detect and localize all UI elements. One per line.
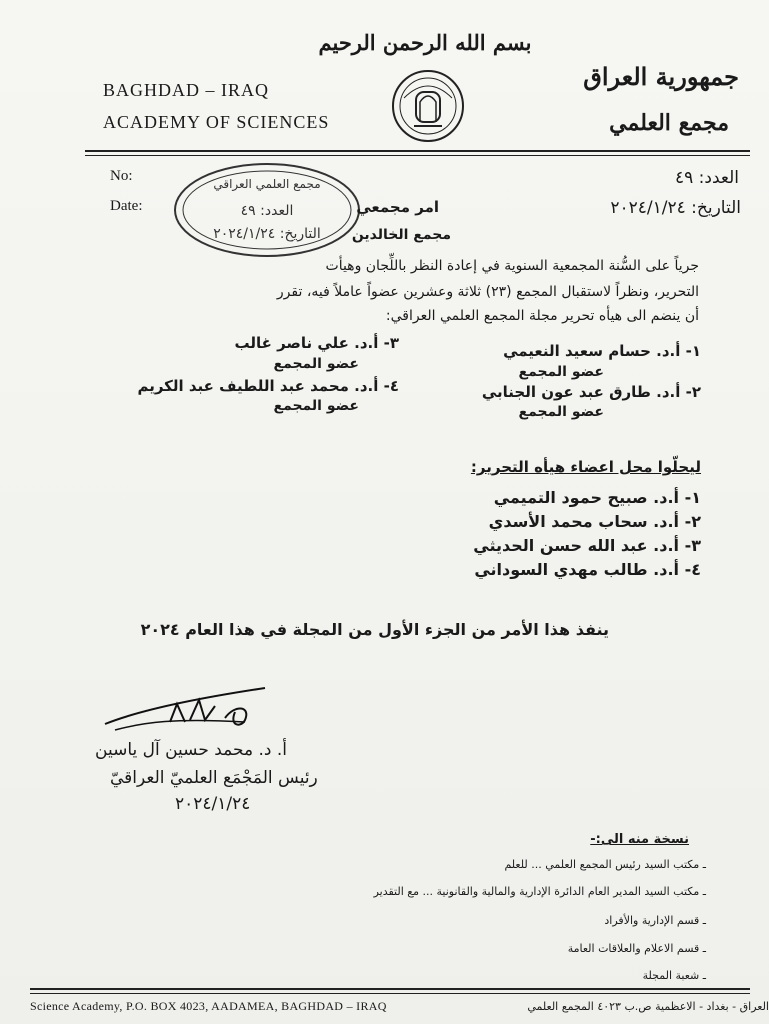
copy-recipient: ـ مكتب السيد رئيس المجمع العلمي ... للعلم — [504, 858, 706, 871]
member-name: ١- أ.د. حسام سعيد النعيمي — [503, 342, 701, 360]
date-label-en: Date: — [110, 198, 143, 214]
member-name: ٤- أ.د. محمد عبد اللطيف عبد الكريم — [137, 377, 399, 395]
order-title: امر مجمعي — [356, 198, 439, 216]
member-name: ٣- أ.د. علي ناصر غالب — [234, 334, 399, 352]
copies-heading: نسخة منه الى:- — [590, 832, 689, 847]
council-name: مجمع الخالدين — [351, 227, 451, 243]
body-paragraph-1: جرياً على السُّنة المجمعية السنوية في إعادة النظر باللِّجان وهيأت — [325, 258, 699, 274]
replaced-member: ٣- أ.د. عبد الله حسن الحديثي — [473, 536, 701, 555]
document-number-ar: العدد: ٤٩ — [675, 168, 739, 188]
official-stamp — [172, 160, 362, 260]
academy-logo-icon — [390, 68, 466, 144]
basmala: بسم الله الرحمن الرحيم — [318, 30, 532, 55]
number-label-en: No: — [110, 168, 133, 184]
replaced-member: ١- أ.د. صبيح حمود التميمي — [493, 488, 701, 507]
execution-note: ينفذ هذا الأمر من الجزء الأول من المجلة في هذا العام ٢٠٢٤ — [140, 620, 609, 639]
member-role: عضو المجمع — [518, 404, 604, 420]
letterhead-academy-en: ACADEMY OF SCIENCES — [103, 112, 330, 132]
president-title: رئيس المَجْمَع العلميّ العراقيّ — [110, 768, 318, 788]
document-date-ar: التاريخ: ٢٠٢٤/١/٢٤ — [610, 198, 741, 218]
body-paragraph-3: أن ينضم الى هيأه تحرير مجلة المجمع العلمي العراقي: — [385, 308, 699, 324]
copy-recipient: ـ مكتب السيد المدير العام الدائرة الإدارية والمالية والقانونية ... مع التقدير — [373, 885, 706, 898]
stamp-date: التاريخ: ٢٠٢٤/١/٢٤ — [213, 226, 321, 242]
header-rule — [85, 150, 750, 152]
replace-heading: ليحلّوا محل اعضاء هيأه التحرير: — [470, 458, 701, 476]
footer-address-en: Science Academy, P.O. BOX 4023, AADAMEA, BAGHDAD – IRAQ — [30, 999, 387, 1013]
letterhead-city-en: BAGHDAD – IRAQ — [103, 80, 269, 100]
stamp-title: مجمع العلمي العراقي — [213, 177, 321, 191]
copy-recipient: ـ شعبة المجلة — [642, 969, 706, 982]
footer-rule-thin — [30, 993, 750, 994]
footer-address-ar: العراق - بغداد - الاعظمية ص.ب ٤٠٢٣ المجمع العلمي — [527, 1000, 769, 1013]
member-role: عضو المجمع — [518, 364, 604, 380]
stamp-number: العدد: ٤٩ — [240, 203, 294, 219]
letterhead-country-ar: جمهورية العراق — [583, 62, 739, 91]
copy-recipient: ـ قسم الإدارية والأفراد — [604, 914, 706, 927]
member-role: عضو المجمع — [273, 356, 359, 372]
letterhead-academy-ar: مجمع العلمي — [609, 110, 729, 136]
body-paragraph-2: التحرير، ونظراً لاستقبال المجمع (٢٣) ثلاثة وعشرين عضواً عاملاً فيه، تقرر — [276, 284, 699, 300]
footer-rule — [30, 988, 750, 990]
copy-recipient: ـ قسم الاعلام والعلاقات العامة — [567, 942, 706, 955]
handwritten-signature — [95, 682, 295, 742]
signature-date: ٢٠٢٤/١/٢٤ — [175, 794, 251, 814]
header-rule-thin — [85, 155, 750, 156]
member-role: عضو المجمع — [273, 398, 359, 414]
member-name: ٢- أ.د. طارق عبد عون الجنابي — [481, 383, 701, 401]
replaced-member: ٢- أ.د. سحاب محمد الأسدي — [488, 512, 701, 531]
president-name: أ. د. محمد حسين آل ياسين — [95, 740, 287, 760]
replaced-member: ٤- أ.د. طالب مهدي السوداني — [474, 560, 701, 579]
